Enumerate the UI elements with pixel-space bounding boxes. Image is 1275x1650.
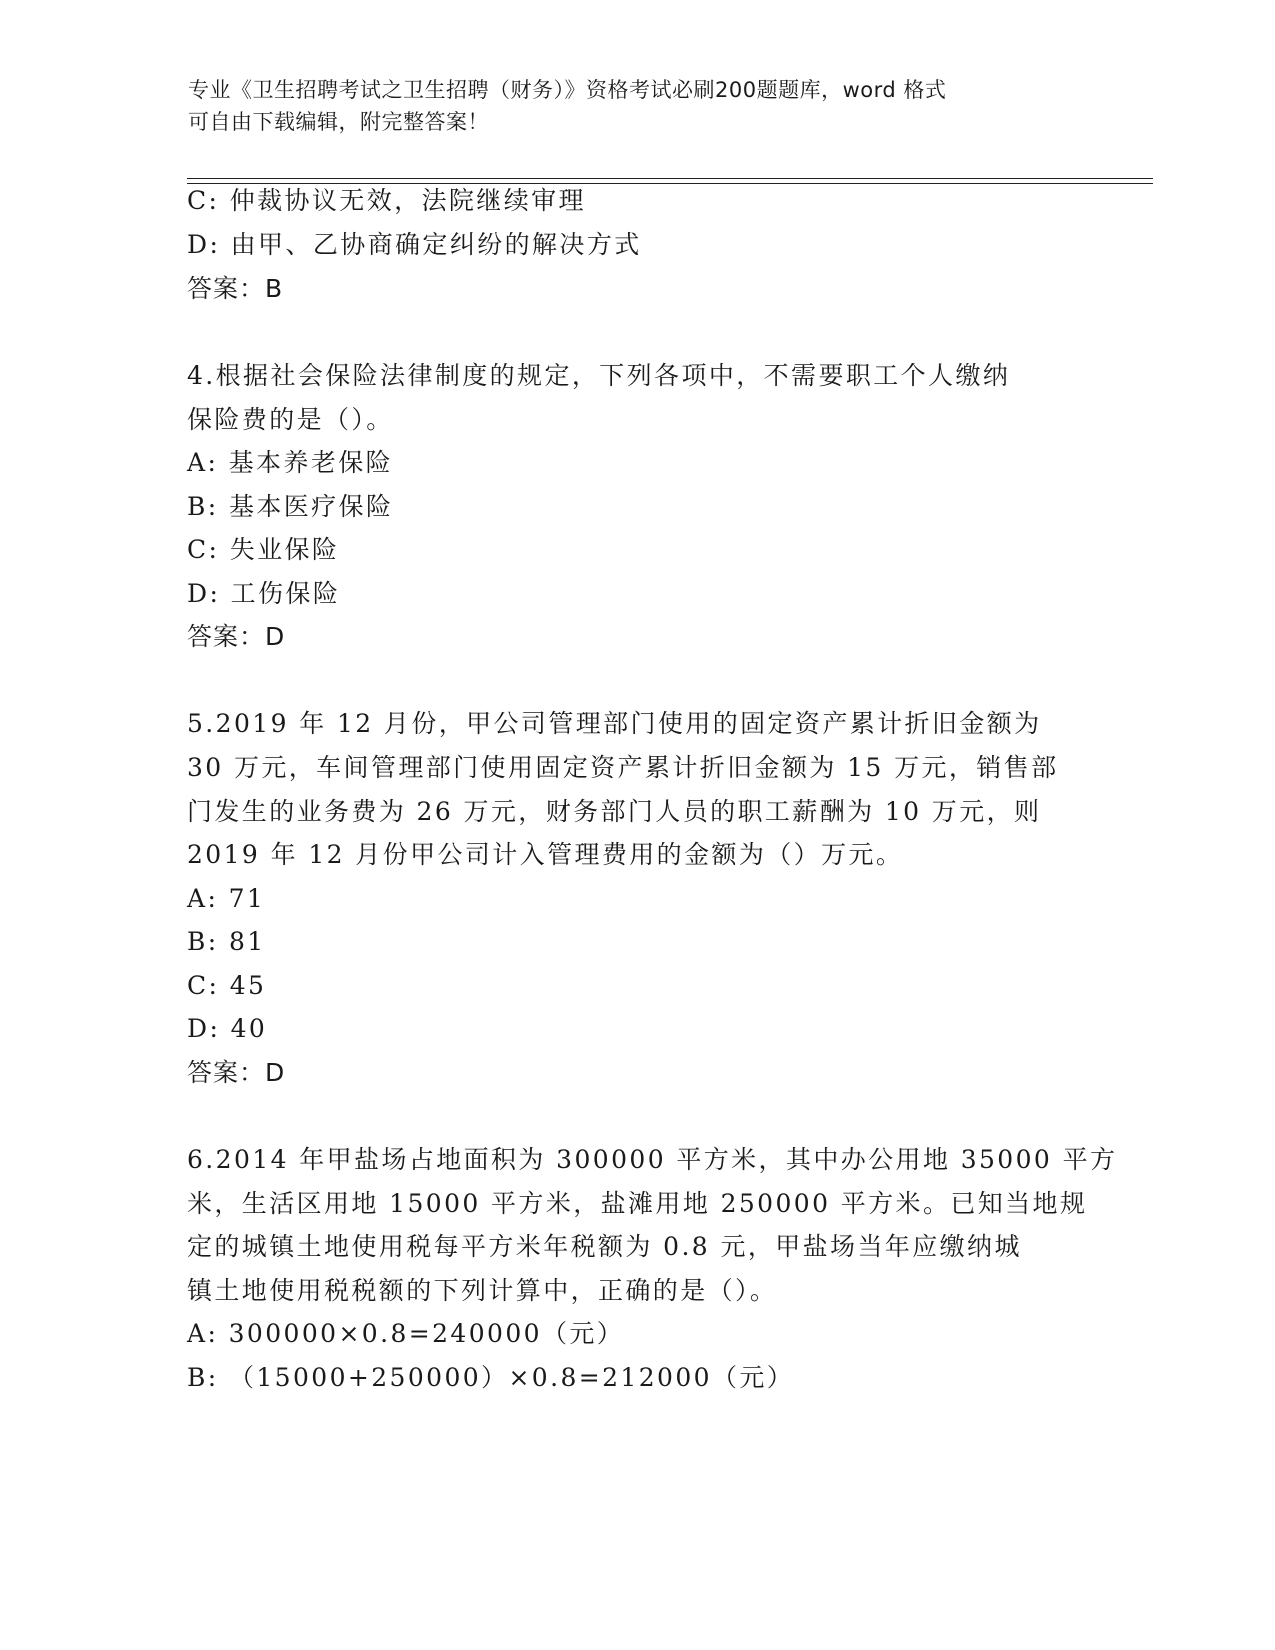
q4-stem-line1: 4.根据社会保险法律制度的规定，下列各项中，不需要职工个人缴纳 — [187, 361, 1011, 390]
q4-stem-line2: 保险费的是（）。 — [187, 405, 394, 434]
q5-stem-line2: 30 万元，车间管理部门使用固定资产累计折旧金额为 15 万元，销售部 — [187, 753, 1059, 782]
q6-stem-line2: 米，生活区用地 15000 平方米，盐滩用地 250000 平方米。已知当地规 — [187, 1189, 1088, 1218]
q5-stem-line3: 门发生的业务费为 26 万元，财务部门人员的职工薪酬为 10 万元，则 — [187, 797, 1042, 826]
q4-option-c: C: 失业保险 — [187, 535, 340, 564]
header-rule-bottom — [187, 183, 1153, 184]
q6-stem-line1: 6.2014 年甲盐场占地面积为 300000 平方米，其中办公用地 35000 平方 — [187, 1145, 1118, 1174]
q4-option-b: B: 基本医疗保险 — [187, 492, 394, 521]
header-title-line1: 专业《卫生招聘考试之卫生招聘（财务）》资格考试必刷200题题库，word 格式 — [188, 78, 947, 102]
q6-option-a: A: 300000×0.8=240000（元） — [187, 1319, 625, 1348]
header-rule-top — [187, 178, 1153, 179]
q3-option-d: D: 由甲、乙协商确定纠纷的解决方式 — [187, 230, 642, 259]
q4-option-a: A: 基本养老保险 — [187, 448, 394, 477]
q5-stem-line1: 5.2019 年 12 月份，甲公司管理部门使用的固定资产累计折旧金额为 — [187, 709, 1042, 738]
q6-option-b: B: （15000+250000）×0.8=212000（元） — [187, 1363, 795, 1392]
q5-option-b: B: 81 — [187, 927, 266, 956]
q6-stem-line4: 镇土地使用税税额的下列计算中，正确的是（）。 — [187, 1276, 778, 1305]
q6-stem-line3: 定的城镇土地使用税每平方米年税额为 0.8 元，甲盐场当年应缴纳城 — [187, 1232, 1022, 1261]
q5-option-c: C: 45 — [187, 971, 267, 1000]
q5-stem-line4: 2019 年 12 月份甲公司计入管理费用的金额为（）万元。 — [187, 840, 904, 869]
q4-option-d: D: 工伤保险 — [187, 579, 341, 608]
q3-answer: 答案：B — [187, 274, 284, 303]
q5-answer: 答案：D — [187, 1058, 286, 1087]
q4-answer: 答案：D — [187, 622, 286, 651]
q5-option-d: D: 40 — [187, 1014, 268, 1043]
q3-option-c: C: 仲裁协议无效，法院继续审理 — [187, 186, 586, 215]
document-header — [188, 74, 1068, 138]
header-title-line2: 可自由下载编辑，附完整答案！ — [188, 110, 489, 134]
q5-option-a: A: 71 — [187, 884, 266, 913]
